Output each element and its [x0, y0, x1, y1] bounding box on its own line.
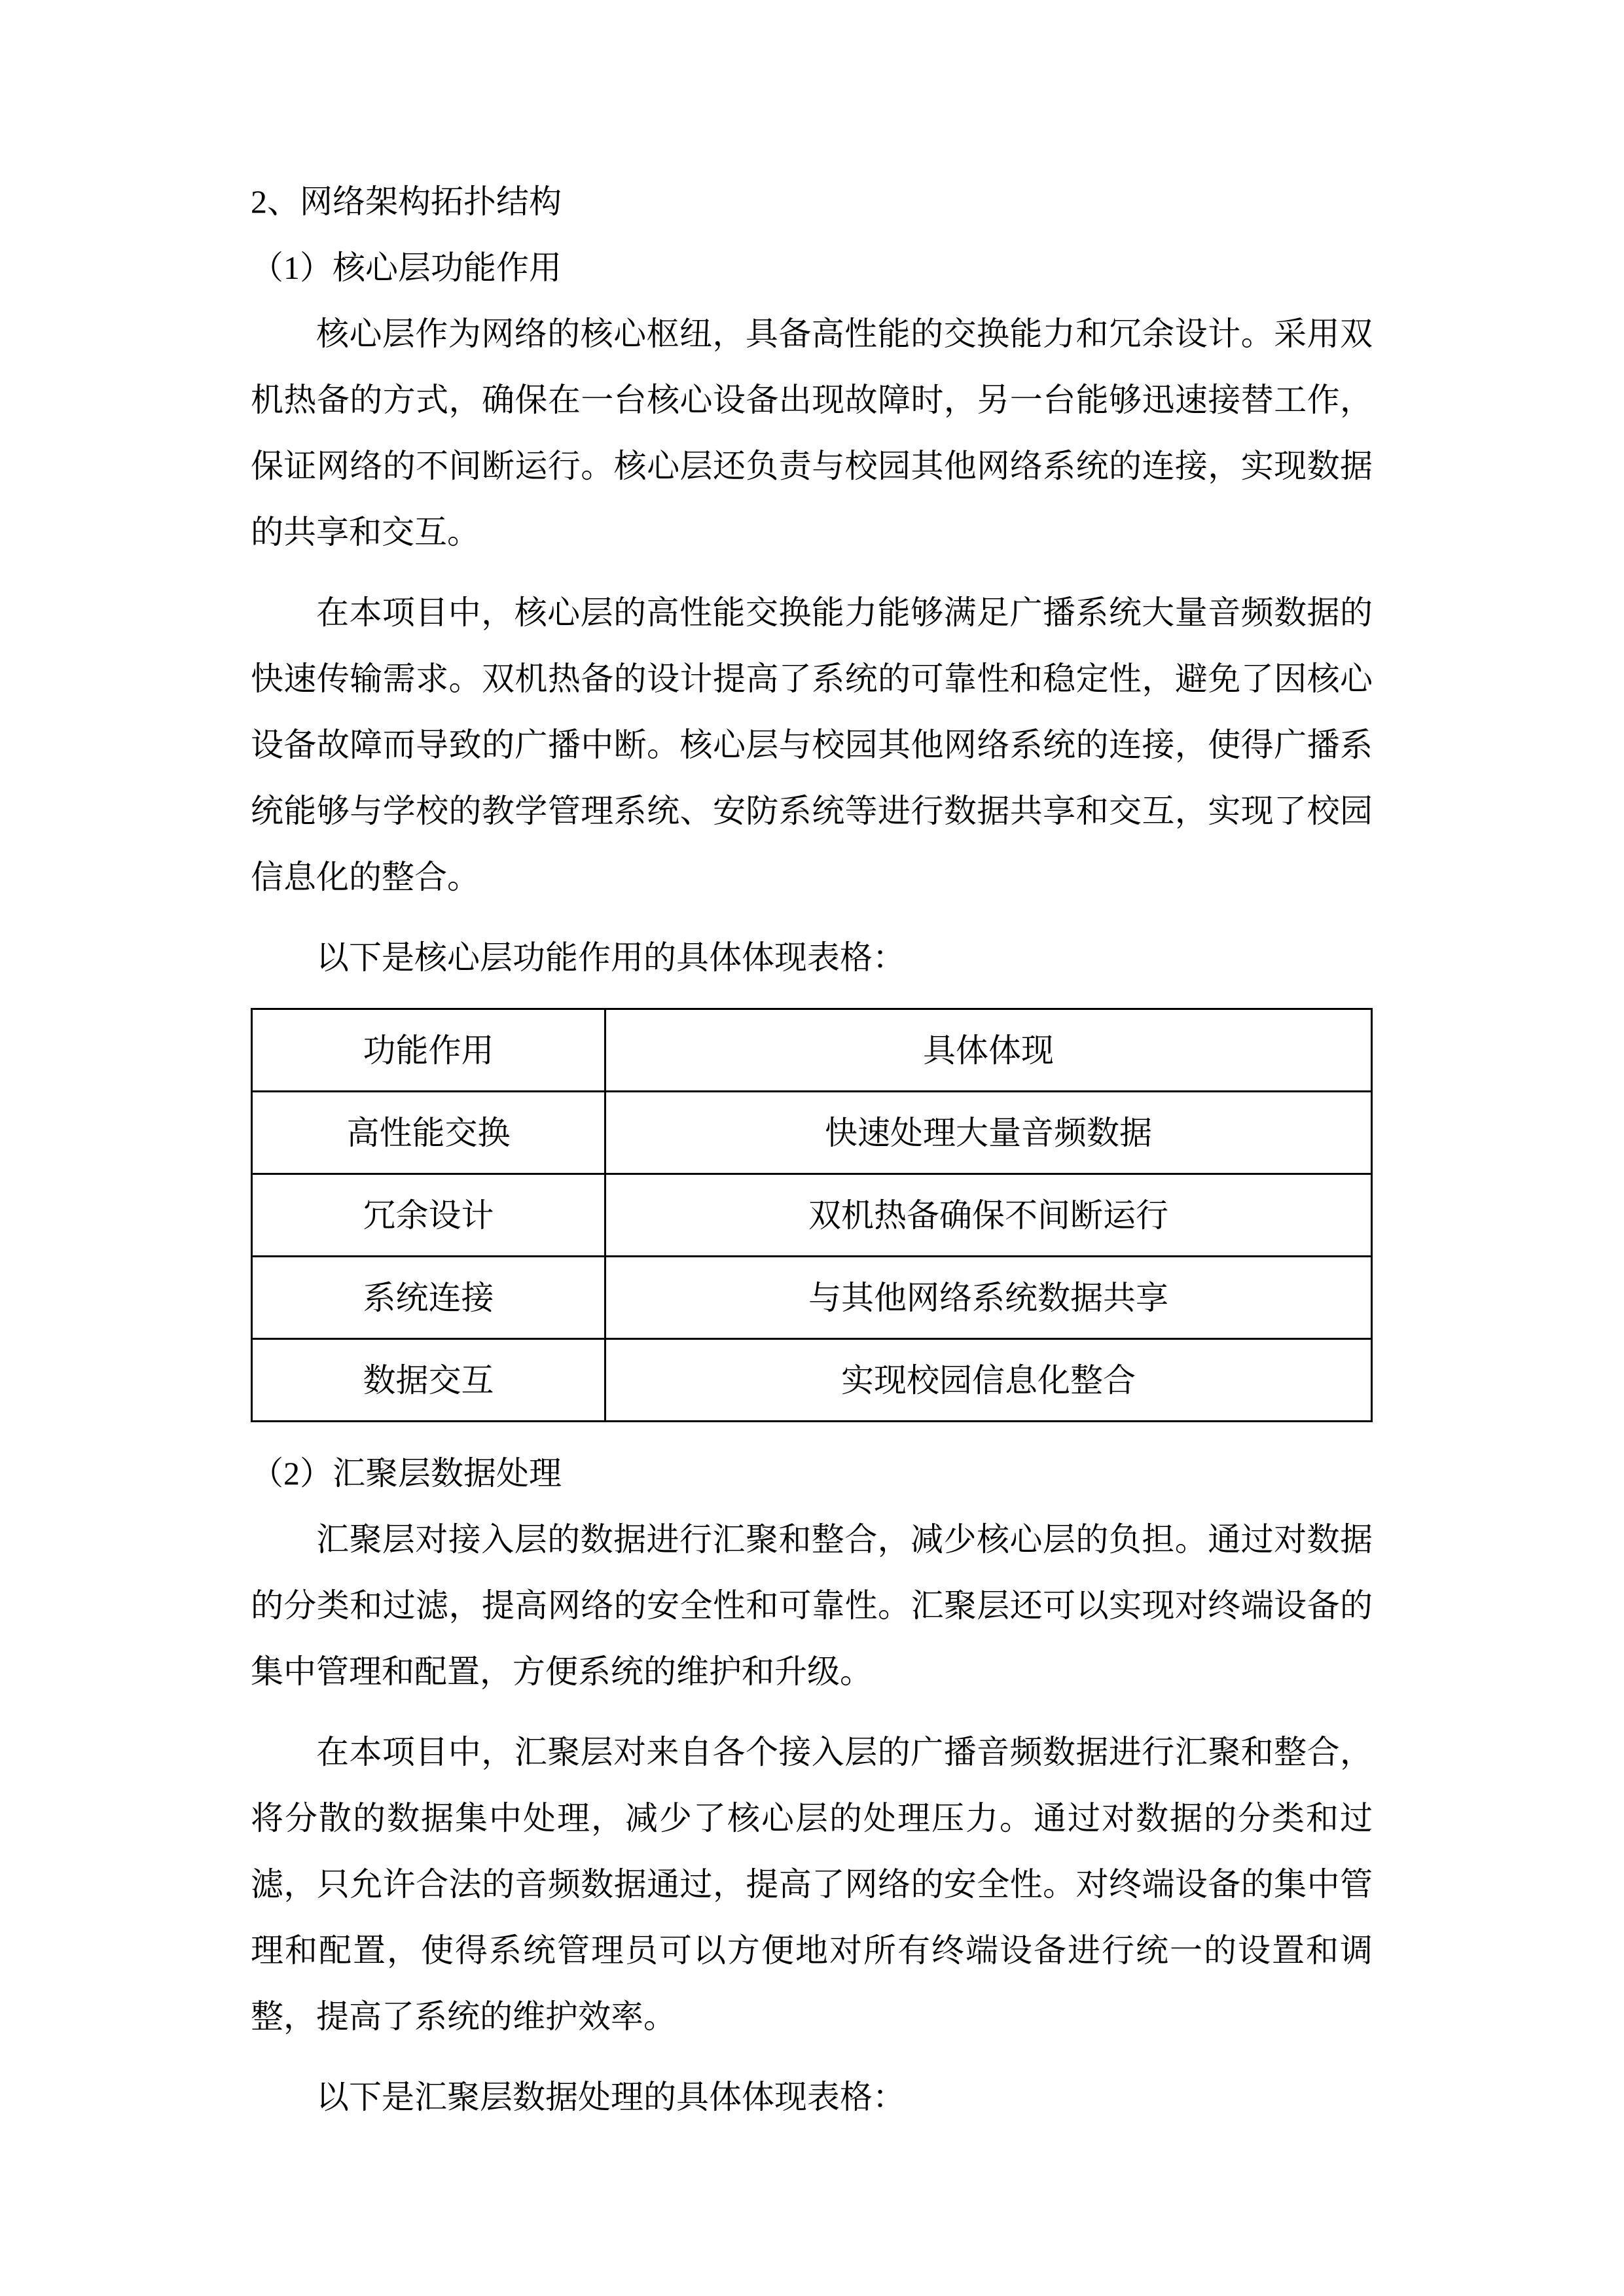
table-row [252, 1339, 1372, 1422]
table-cell-function: 系统连接 [252, 1257, 605, 1339]
table-cell-detail: 双机热备确保不间断运行 [605, 1174, 1372, 1257]
table-row [252, 1257, 1372, 1339]
paragraph-core-layer-project: 在本项目中，核心层的高性能交换能力能够满足广播系统大量音频数据的快速传输需求。双机热备的设计提高了系统的可靠性和稳定性，避免了因核心设备故障而导致的广播中断。核心层与校园其他网络系统的连接，使得广播系统能够与学校的教学管理系统、安防系统等进行数据共享和交互，实现了校园信息化的整合。 [251, 594, 1373, 895]
paragraph-aggregation-overview: 汇聚层对接入层的数据进行汇聚和整合，减少核心层的负担。通过对数据的分类和过滤，提高网络的安全性和可靠性。汇聚层还可以实现对终端设备的集中管理和配置，方便系统的维护和升级。 [251, 1521, 1373, 1690]
table1-intro-line: 以下是核心层功能作用的具体体现表格： [316, 939, 905, 976]
table-header-cell-function: 功能作用 [252, 1009, 605, 1092]
paragraph-core-layer-overview: 核心层作为网络的核心枢纽，具备高性能的交换能力和冗余设计。采用双机热备的方式，确保在一台核心设备出现故障时，另一台能够迅速接替工作，保证网络的不间断运行。核心层还负责与校园其他网络系统的连接，实现数据的共享和交互。 [251, 315, 1373, 550]
table-header-cell-detail: 具体体现 [605, 1009, 1372, 1092]
paragraph-aggregation-project: 在本项目中，汇聚层对来自各个接入层的广播音频数据进行汇聚和整合，将分散的数据集中处理，减少了核心层的处理压力。通过对数据的分类和过滤，只允许合法的音频数据通过，提高了网络的安全性。对终端设备的集中管理和配置，使得系统管理员可以方便地对所有终端设备进行统一的设置和调整，提高了系统的维护效率。 [251, 1734, 1373, 2035]
table2-intro-line: 以下是汇聚层数据处理的具体体现表格： [316, 2079, 905, 2115]
table-cell-function: 高性能交换 [252, 1092, 605, 1174]
section-heading: 2、网络架构拓扑结构 [251, 183, 562, 220]
table-cell-function: 冗余设计 [252, 1174, 605, 1257]
table-header-row [252, 1009, 1372, 1092]
table-head [252, 1009, 1372, 1092]
table-cell-function: 数据交互 [252, 1339, 605, 1422]
table-cell-detail: 快速处理大量音频数据 [605, 1092, 1372, 1174]
core-layer-function-table [251, 1008, 1373, 1422]
table-cell-detail: 实现校园信息化整合 [605, 1339, 1372, 1422]
table-row [252, 1092, 1372, 1174]
subsection-heading-aggregation-layer: （2）汇聚层数据处理 [251, 1455, 562, 1492]
table-body [252, 1092, 1372, 1422]
table-cell-detail: 与其他网络系统数据共享 [605, 1257, 1372, 1339]
subsection-heading-core-layer: （1）核心层功能作用 [251, 249, 562, 286]
table-row [252, 1174, 1372, 1257]
